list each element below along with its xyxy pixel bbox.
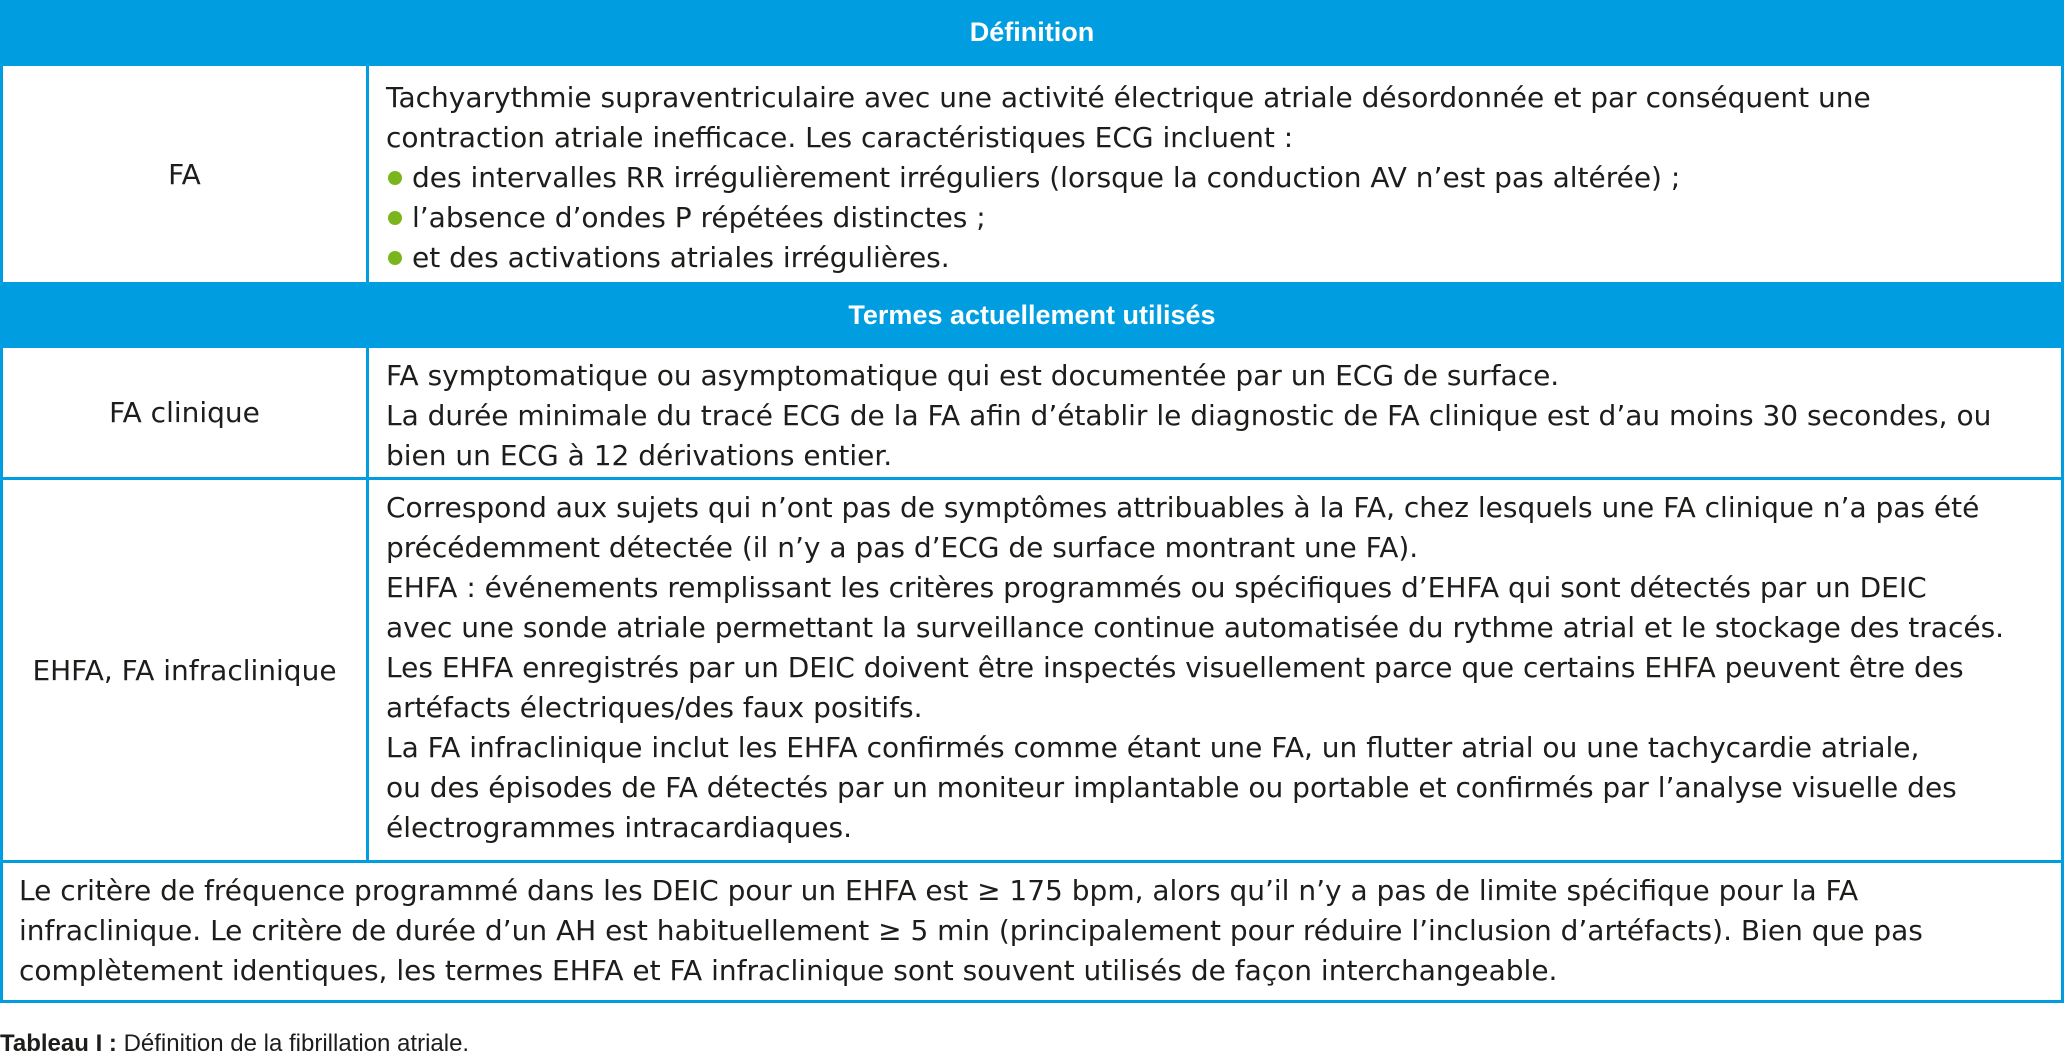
description-cell-fa: [369, 66, 2061, 282]
caption-text: Définition de la fibrillation atriale.: [116, 1030, 470, 1057]
bullet-item: [386, 158, 2051, 198]
definition-header: Définition: [3, 3, 2061, 63]
description-line: La FA infraclinique inclut les EHFA confirmés comme étant une FA, un flutter atrial ou une tachycardie atriale,: [386, 731, 1920, 764]
table-row-note: [3, 860, 2061, 1000]
description-line: ou des épisodes de FA détectés par un moniteur implantable ou portable et confirmés par l’analyse visuelle des: [386, 771, 1957, 804]
description-cell-fa-clinique: [369, 348, 2061, 477]
bullet-dot-icon: [388, 211, 402, 225]
bullet-dot-icon: [388, 171, 402, 185]
bullet-text: l’absence d’ondes P répétées distinctes ;: [412, 201, 986, 234]
description-line: artéfacts électriques/des faux positifs.: [386, 691, 923, 724]
term-cell-fa-clinique: FA clinique: [3, 348, 369, 477]
description-line: Tachyarythmie supraventriculaire avec une activité électrique atriale désordonnée et par conséquent une: [386, 81, 1871, 114]
table-row-fa: [3, 63, 2061, 282]
table-caption: [0, 1030, 469, 1058]
terms-header: Termes actuellement utilisés: [3, 285, 2061, 345]
description-line: FA symptomatique ou asymptomatique qui est documentée par un ECG de surface.: [386, 359, 1560, 392]
note-line: Le critère de fréquence programmé dans les DEIC pour un EHFA est ≥ 175 bpm, alors qu’il n’y a pas de limite spécifique pour la FA: [19, 874, 1859, 907]
term-cell-ehfa: EHFA, FA infraclinique: [3, 480, 369, 860]
table-row-fa-clinique: [3, 345, 2061, 477]
bullet-dot-icon: [388, 251, 402, 265]
term-cell-fa: FA: [3, 66, 369, 282]
bullet-text: et des activations atriales irrégulières.: [412, 241, 950, 274]
terms-header-row: [3, 282, 2061, 345]
note-line: complètement identiques, les termes EHFA et FA infraclinique sont souvent utilisés de façon interchangeable.: [19, 954, 1558, 987]
table-row-ehfa: [3, 477, 2061, 860]
note-line: infraclinique. Le critère de durée d’un AH est habituellement ≥ 5 min (principalement pour réduire l’inclusion d’artéfacts). Bien que pas: [19, 914, 1923, 947]
bullet-item: [386, 238, 2051, 278]
description-cell-ehfa: [369, 480, 2061, 860]
description-line: Correspond aux sujets qui n’ont pas de symptômes attribuables à la FA, chez lesquels une FA clinique n’a pas été: [386, 491, 1980, 524]
description-line: Les EHFA enregistrés par un DEIC doivent être inspectés visuellement parce que certains EHFA peuvent être des: [386, 651, 1964, 684]
description-line: précédemment détectée (il n’y a pas d’ECG de surface montrant une FA).: [386, 531, 1419, 564]
description-line: avec une sonde atriale permettant la surveillance continue automatisée du rythme atrial et le stockage des tracés.: [386, 611, 2005, 644]
bullet-text: des intervalles RR irrégulièrement irréguliers (lorsque la conduction AV n’est pas altérée) ;: [412, 161, 1681, 194]
description-line: bien un ECG à 12 dérivations entier.: [386, 439, 893, 472]
description-line: La durée minimale du tracé ECG de la FA afin d’établir le diagnostic de FA clinique est d’au moins 30 secondes, ou: [386, 399, 1992, 432]
description-line: EHFA : événements remplissant les critères programmés ou spécifiques d’EHFA qui sont détectés par un DEIC: [386, 571, 1927, 604]
description-line: électrogrammes intracardiaques.: [386, 811, 853, 844]
description-line: contraction atriale inefficace. Les caractéristiques ECG incluent :: [386, 121, 1294, 154]
bullet-item: [386, 198, 2051, 238]
note-cell: [3, 863, 1933, 1000]
caption-label: Tableau I :: [0, 1030, 117, 1057]
